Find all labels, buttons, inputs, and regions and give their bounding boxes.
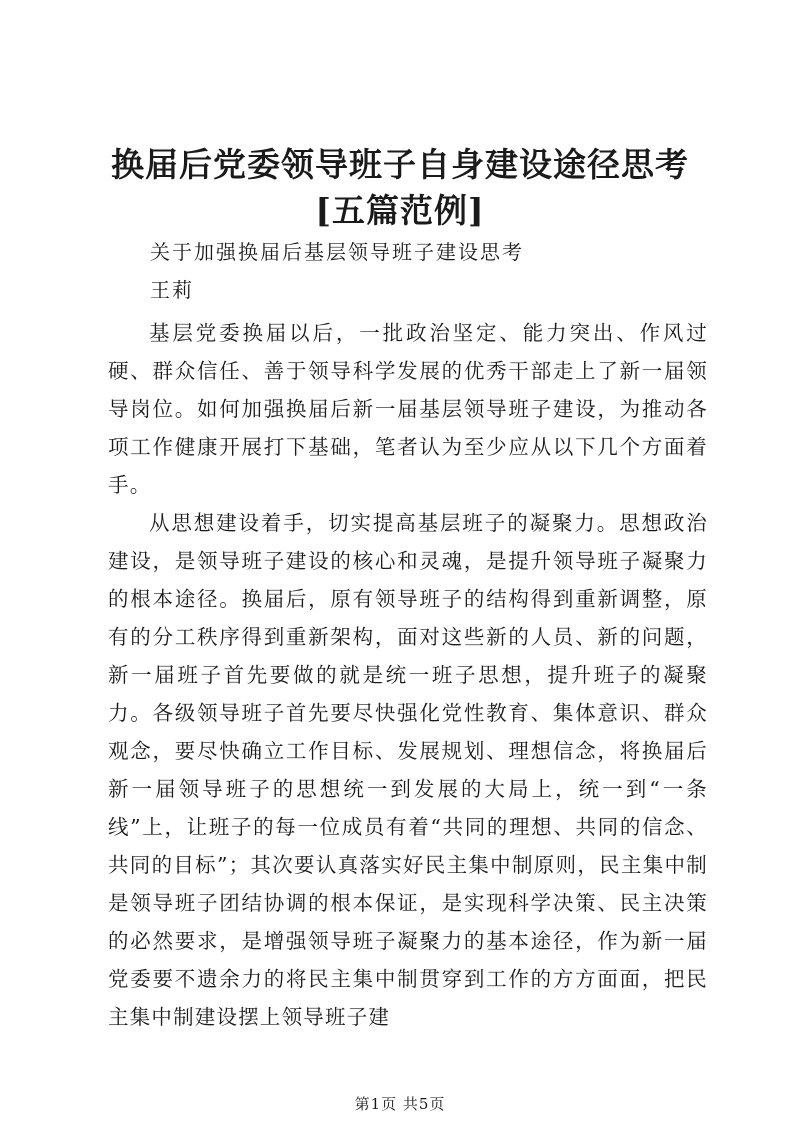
document-subtitle: 关于加强换届后基层领导班子建设思考	[150, 240, 524, 264]
document-title: 换届后党委领导班子自身建设途径思考[五篇范例]	[111, 145, 689, 230]
page-footer: 第1页 共5页	[354, 1095, 446, 1113]
document-body	[108, 314, 708, 1036]
author-name: 王莉	[150, 278, 194, 302]
paragraph: 从思想建设着手，切实提高基层班子的凝聚力。思想政治建设，是领导班子建设的核心和灵魂，是提升领导班子凝聚力的根本途径。换届后，原有领导班子的结构得到重新调整，原有的分工秩序得到重新架构，面对这些新的人员、新的问题，新一届班子首先要做的就是统一班子思想，提升班子的凝聚力。各级领导班子首先要尽快强化党性教育、集体意识、群众观念，要尽快确立工作目标、发展规划、理想信念，将换届后新一届领导班子的思想统一到发展的大局上，统一到“一条线”上，让班子的每一位成员有着“共同的理想、共同的信念、共同的目标”；其次要认真落实好民主集中制原则，民主集中制是领导班子团结协调的根本保证，是实现科学决策、民主决策的必然要求，是增强领导班子凝聚力的基本途径，作为新一届党委要不遗余力的将民主集中制贯穿到工作的方方面面，把民主集中制建设摆上领导班子建	[108, 511, 708, 1029]
paragraph: 基层党委换届以后，一批政治坚定、能力突出、作风过硬、群众信任、善于领导科学发展的优秀干部走上了新一届领导岗位。如何加强换届后新一届基层领导班子建设，为推动各项工作健康开展打下基础，笔者认为至少应从以下几个方面着手。	[108, 321, 708, 497]
